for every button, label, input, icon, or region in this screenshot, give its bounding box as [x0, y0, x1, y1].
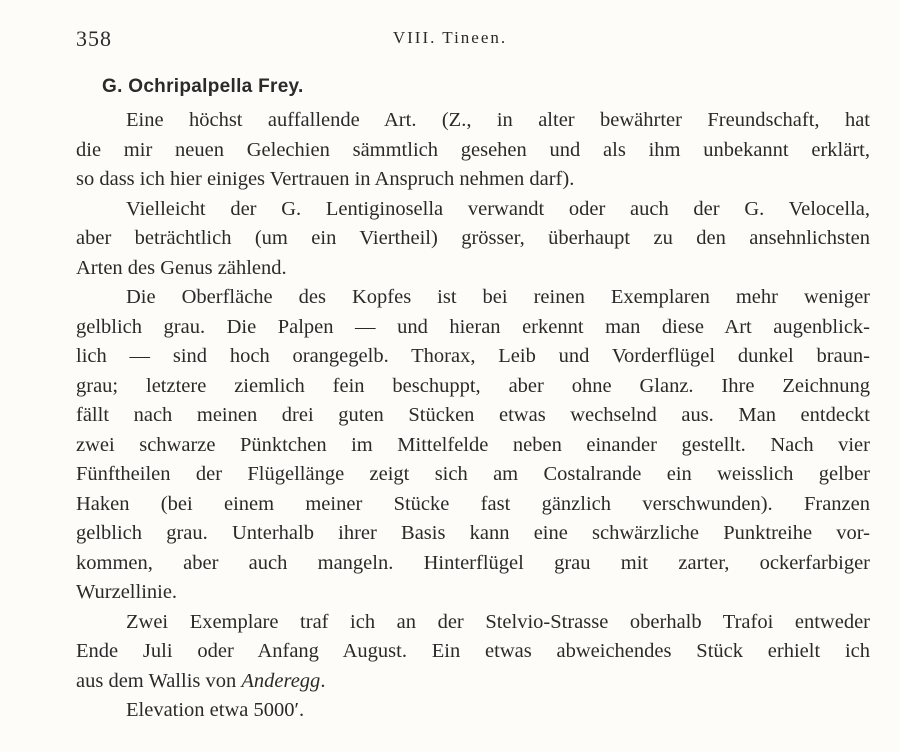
body-text — [76, 106, 870, 726]
text-line: kommen, aber auch mangeln. Hinterflügel grau mit zarter, ockerfarbiger — [76, 551, 870, 574]
text-line: Vielleicht der G. Lentiginosella verwandt oder auch der G. Velocella, — [126, 197, 870, 220]
text-line: Wurzellinie. — [76, 581, 178, 603]
text-line: Ende Juli oder Anfang August. Ein etwas abweichendes Stück erhielt ich — [76, 640, 870, 662]
text-line: zwei schwarze Pünktchen im Mittelfelde neben einander gestellt. Nach vier — [76, 433, 870, 456]
text-line: aber beträchtlich (um ein Viertheil) grösser, überhaupt zu den ansehnlichsten — [76, 227, 870, 249]
text-line — [76, 667, 870, 697]
text-fragment: . — [320, 669, 326, 692]
text-line: gelblich grau. Unterhalb ihrer Basis kann eine schwärzliche Punktreihe vor- — [76, 522, 870, 544]
author-name: Anderegg — [241, 669, 321, 692]
text-line: so dass ich hier einiges Vertrauen in Anspruch nehmen darf). — [76, 168, 575, 190]
text-line: Fünftheilen der Flügellänge zeigt sich am Costalrande ein weisslich gelber — [76, 463, 870, 485]
species-heading: G. Ochripalpella Frey. — [102, 76, 304, 97]
page-number: 358 — [76, 26, 112, 51]
text-line: fällt nach meinen drei guten Stücken etwas wechselnd aus. Man entdeckt — [76, 404, 870, 426]
text-line: lich — sind hoch orangegelb. Thorax, Leib und Vorderflügel dunkel braun- — [76, 345, 870, 367]
text-line: grau; letztere ziemlich fein beschuppt, aber ohne Glanz. Ihre Zeichnung — [76, 374, 870, 397]
text-line: Zwei Exemplare traf ich an der Stelvio-Strasse oberhalb Trafoi entweder — [126, 610, 870, 633]
text-fragment: aus dem Wallis von — [76, 669, 242, 692]
text-line: die mir neuen Gelechien sämmtlich gesehen und als ihm unbekannt erklärt, — [76, 138, 870, 161]
text-line: Haken (bei einem meiner Stücke fast gänzlich verschwunden). Franzen — [76, 492, 870, 515]
text-line: Arten des Genus zählend. — [76, 256, 287, 279]
text-line: Eine höchst auffallende Art. (Z., in alter bewährter Freundschaft, hat — [126, 109, 870, 131]
text-line: gelblich grau. Die Palpen — und hieran erkennt man diese Art augenblick- — [76, 315, 870, 338]
text-line: Elevation etwa 5000′. — [126, 699, 305, 721]
running-head: VIII. Tineen. — [392, 28, 508, 47]
text-line: Die Oberfläche des Kopfes ist bei reinen Exemplaren mehr weniger — [126, 286, 870, 308]
